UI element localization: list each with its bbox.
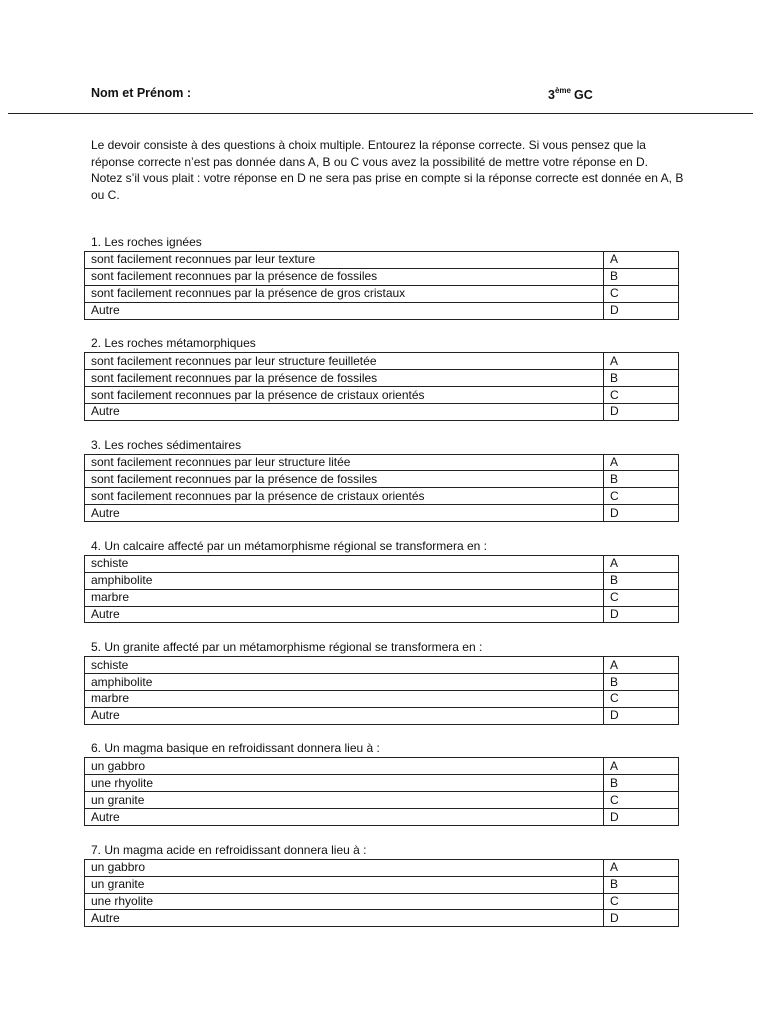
answer-row[interactable] — [85, 302, 679, 319]
answer-text[interactable]: une rhyolite — [85, 775, 604, 792]
answer-text[interactable]: sont facilement reconnues par leur texture — [85, 252, 604, 269]
answer-text[interactable]: sont facilement reconnues par leur structure litée — [85, 454, 604, 471]
answer-text[interactable]: amphibolite — [85, 674, 604, 691]
answer-row[interactable] — [85, 876, 679, 893]
answer-letter[interactable]: D — [604, 606, 679, 623]
answer-letter[interactable]: C — [604, 589, 679, 606]
answer-row[interactable] — [85, 403, 679, 420]
answer-text[interactable]: un gabbro — [85, 758, 604, 775]
question-1 — [84, 234, 679, 335]
answer-row[interactable] — [85, 572, 679, 589]
answer-text[interactable]: Autre — [85, 302, 604, 319]
answer-text[interactable]: sont facilement reconnues par la présence de fossiles — [85, 370, 604, 387]
answer-text[interactable]: sont facilement reconnues par la présence de fossiles — [85, 268, 604, 285]
answer-table — [84, 859, 679, 928]
answer-row[interactable] — [85, 454, 679, 471]
answer-row[interactable] — [85, 268, 679, 285]
answer-row[interactable] — [85, 690, 679, 707]
answer-letter[interactable]: D — [604, 910, 679, 927]
answer-text[interactable]: un granite — [85, 876, 604, 893]
answer-row[interactable] — [85, 674, 679, 691]
answer-letter[interactable]: A — [604, 555, 679, 572]
question-title: 1. Les roches ignées — [91, 235, 202, 249]
question-title: 7. Un magma acide en refroidissant donnera lieu à : — [91, 842, 367, 857]
answer-row[interactable] — [85, 606, 679, 623]
answer-letter[interactable]: B — [604, 268, 679, 285]
answer-letter[interactable]: C — [604, 792, 679, 809]
question-title: 4. Un calcaire affecté par un métamorphisme régional se transformera en : — [91, 538, 487, 553]
answer-row[interactable] — [85, 657, 679, 674]
answer-row[interactable] — [85, 910, 679, 927]
answer-letter[interactable]: A — [604, 657, 679, 674]
answer-letter[interactable]: A — [604, 353, 679, 370]
answer-row[interactable] — [85, 252, 679, 269]
answer-row[interactable] — [85, 505, 679, 522]
answer-letter[interactable]: D — [604, 505, 679, 522]
answer-text[interactable]: sont facilement reconnues par la présence de cristaux orientés — [85, 387, 604, 404]
answer-letter[interactable]: C — [604, 285, 679, 302]
question-6 — [84, 740, 679, 841]
answer-letter[interactable]: C — [604, 488, 679, 505]
answer-table — [84, 757, 679, 826]
document-header — [91, 86, 691, 106]
class-number: 3 — [548, 88, 555, 102]
answer-text[interactable]: schiste — [85, 657, 604, 674]
answer-row[interactable] — [85, 859, 679, 876]
answer-letter[interactable]: B — [604, 775, 679, 792]
answer-row[interactable] — [85, 387, 679, 404]
answer-letter[interactable]: D — [604, 809, 679, 826]
question-title: 6. Un magma basique en refroidissant donnera lieu à : — [91, 741, 380, 756]
answer-text[interactable]: sont facilement reconnues par la présence de gros cristaux — [85, 285, 604, 302]
answer-text[interactable]: une rhyolite — [85, 893, 604, 910]
answer-text[interactable]: sont facilement reconnues par la présence de cristaux orientés — [85, 488, 604, 505]
answer-row[interactable] — [85, 370, 679, 387]
answer-text[interactable]: Autre — [85, 910, 604, 927]
answer-row[interactable] — [85, 488, 679, 505]
answer-text[interactable]: un granite — [85, 792, 604, 809]
instructions-paragraph-2: Notez s’il vous plait : votre réponse en D ne sera pas prise en compte si la réponse correcte est donnée en A, B ou C. — [91, 171, 684, 202]
name-field-label: Nom et Prénom : — [91, 86, 192, 100]
answer-letter[interactable]: B — [604, 471, 679, 488]
answer-row[interactable] — [85, 285, 679, 302]
instructions-paragraph-1: Le devoir consiste à des questions à choix multiple. Entourez la réponse correcte. Si vous pensez que la réponse correcte n’est pas donnée dans A, B ou C vous avez la possibilité de mettre votre réponse en D. — [91, 138, 648, 169]
answer-letter[interactable]: B — [604, 370, 679, 387]
class-label — [548, 86, 593, 102]
answer-text[interactable]: Autre — [85, 505, 604, 522]
answer-table — [84, 656, 679, 725]
answer-letter[interactable]: B — [604, 674, 679, 691]
question-4 — [84, 538, 679, 639]
answer-table — [84, 454, 679, 523]
answer-letter[interactable]: B — [604, 876, 679, 893]
answer-text[interactable]: amphibolite — [85, 572, 604, 589]
answer-text[interactable]: un gabbro — [85, 859, 604, 876]
question-2 — [84, 335, 679, 436]
answer-letter[interactable]: A — [604, 454, 679, 471]
class-superscript: ème — [554, 86, 571, 95]
answer-letter[interactable]: B — [604, 572, 679, 589]
answer-letter[interactable]: A — [604, 252, 679, 269]
answer-letter[interactable]: A — [604, 758, 679, 775]
class-suffix: GC — [573, 88, 593, 102]
answer-letter[interactable]: C — [604, 387, 679, 404]
answer-row[interactable] — [85, 775, 679, 792]
answer-text[interactable]: sont facilement reconnues par la présence de fossiles — [85, 471, 604, 488]
instructions — [91, 137, 691, 203]
answer-row[interactable] — [85, 555, 679, 572]
question-list — [84, 234, 679, 943]
answer-table — [84, 555, 679, 624]
question-title: 2. Les roches métamorphiques — [91, 336, 256, 351]
answer-row[interactable] — [85, 589, 679, 606]
answer-row[interactable] — [85, 353, 679, 370]
answer-letter[interactable]: C — [604, 690, 679, 707]
answer-text[interactable]: marbre — [85, 690, 604, 707]
answer-table — [84, 352, 679, 421]
answer-table — [84, 251, 679, 320]
answer-text[interactable]: Autre — [85, 403, 604, 420]
answer-text[interactable]: Autre — [85, 707, 604, 724]
question-3 — [84, 437, 679, 538]
answer-row[interactable] — [85, 471, 679, 488]
question-title: 3. Les roches sédimentaires — [91, 437, 242, 452]
answer-row[interactable] — [85, 792, 679, 809]
answer-text[interactable]: schiste — [85, 555, 604, 572]
answer-text[interactable]: marbre — [85, 589, 604, 606]
header-divider — [8, 113, 753, 114]
answer-letter[interactable]: D — [604, 707, 679, 724]
answer-row[interactable] — [85, 707, 679, 724]
question-7 — [84, 842, 679, 943]
answer-text[interactable]: Autre — [85, 606, 604, 623]
answer-row[interactable] — [85, 758, 679, 775]
answer-letter[interactable]: D — [604, 403, 679, 420]
question-title: 5. Un granite affecté par un métamorphisme régional se transformera en : — [91, 640, 483, 655]
question-5 — [84, 639, 679, 740]
answer-letter[interactable]: D — [604, 302, 679, 319]
answer-text[interactable]: Autre — [85, 809, 604, 826]
answer-row[interactable] — [85, 893, 679, 910]
answer-letter[interactable]: C — [604, 893, 679, 910]
answer-text[interactable]: sont facilement reconnues par leur structure feuilletée — [85, 353, 604, 370]
answer-letter[interactable]: A — [604, 859, 679, 876]
answer-row[interactable] — [85, 809, 679, 826]
